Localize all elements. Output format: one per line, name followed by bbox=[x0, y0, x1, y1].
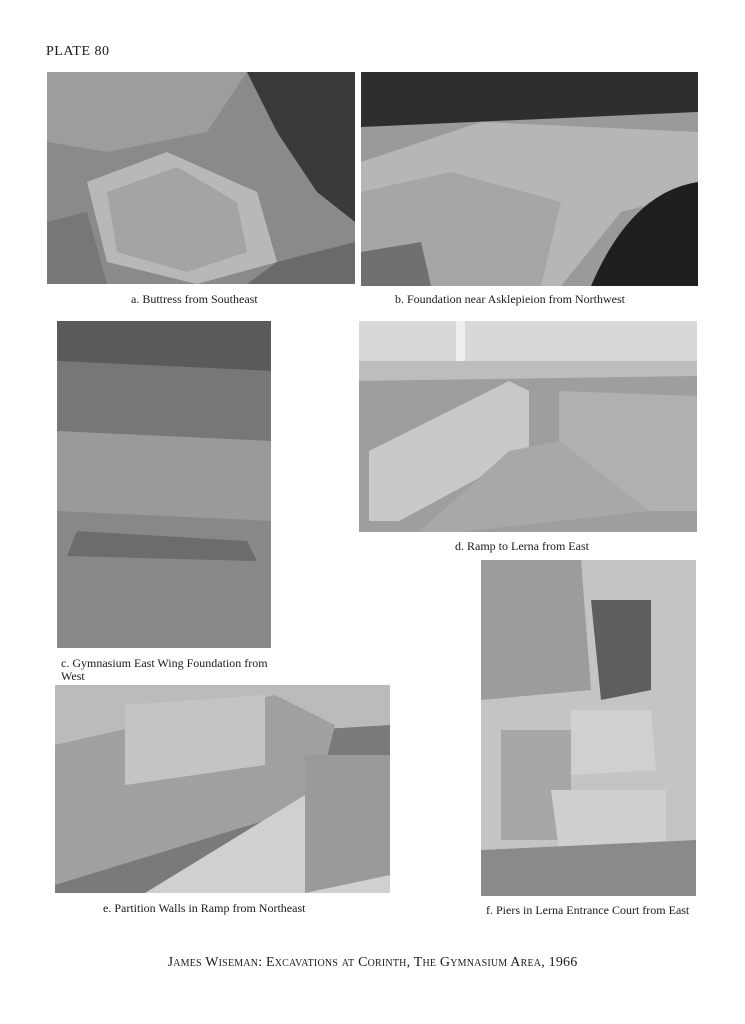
caption-e: e. Partition Walls in Ramp from Northeast bbox=[103, 901, 306, 915]
caption-d: d. Ramp to Lerna from East bbox=[455, 539, 589, 553]
caption-c: c. Gymnasium East Wing Foundation from West bbox=[61, 656, 268, 683]
plate-label: PLATE 80 bbox=[46, 44, 110, 59]
photo-d-ramp bbox=[359, 321, 697, 532]
photo-e-partition bbox=[55, 685, 390, 893]
page-footer: James Wiseman: Excavations at Corinth, The Gymnasium Area, 1966 bbox=[167, 955, 578, 970]
photo-b-foundation bbox=[361, 72, 698, 286]
photo-a-buttress bbox=[47, 72, 355, 284]
photo-f-piers bbox=[481, 560, 696, 896]
caption-b: b. Foundation near Asklepieion from Northwest bbox=[395, 292, 625, 306]
photo-c-east-wing bbox=[57, 321, 271, 648]
caption-a: a. Buttress from Southeast bbox=[131, 292, 258, 306]
caption-f: f. Piers in Lerna Entrance Court from East bbox=[486, 903, 690, 917]
